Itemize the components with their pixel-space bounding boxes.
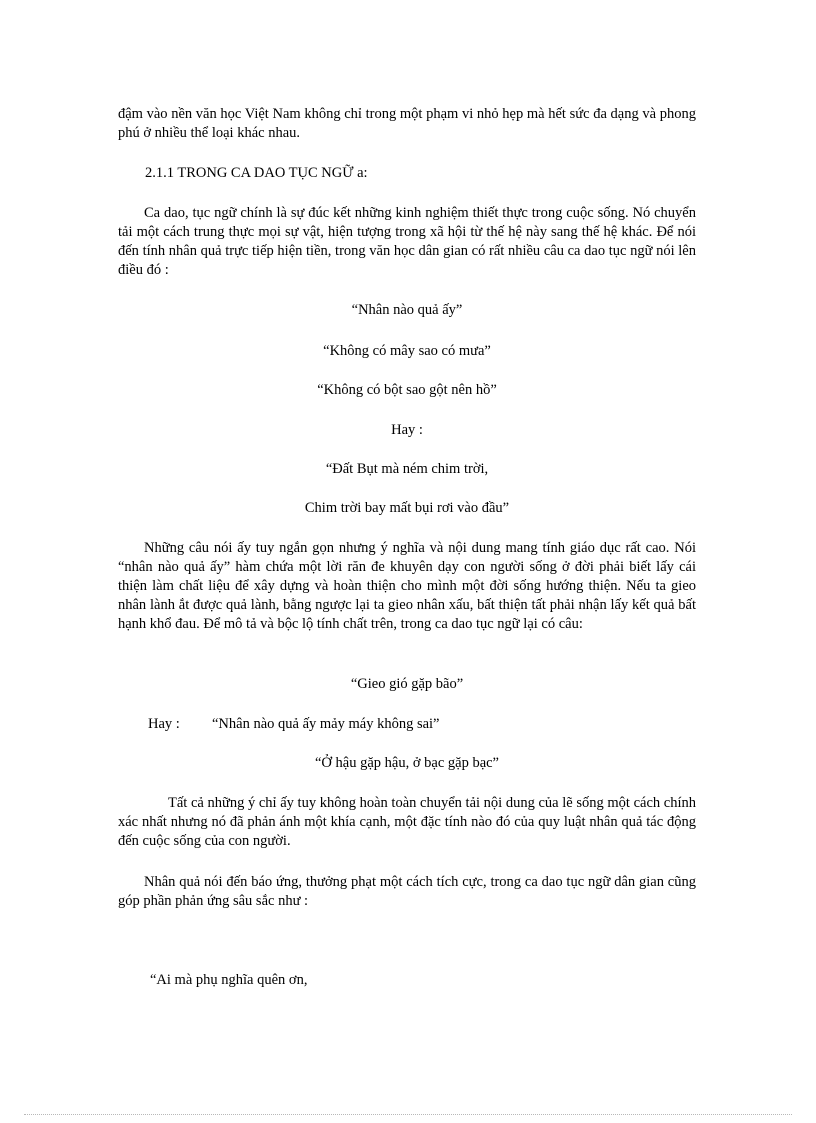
verse-line: “Ở hậu gặp hậu, ở bạc gặp bạc” (315, 755, 499, 771)
paragraph-summary: Tất cả những ý chỉ ấy tuy không hoàn toàn chuyển tải nội dung của lẽ sống một cách chính xác nhất nhưng nó đã phản ánh một khía cạnh, một đặc tính nào đó của quy luật nhân quả tác động đến cuộc sống của con người. (118, 795, 696, 849)
hay-label: Hay : (148, 716, 180, 732)
section-heading: 2.1.1 TRONG CA DAO TỤC NGỮ a: (145, 165, 368, 181)
hay-label: Hay : (391, 422, 423, 438)
paragraph-explanation: Những câu nói ấy tuy ngắn gọn nhưng ý nghĩa và nội dung mang tính giáo dục rất cao. Nói “nhân nào quả ấy” hàm chứa một lời răn đe khuyên dạy con người sống ở đời phải biết lấy cái thiện làm chất liệu để xây dựng và hoàn thiện cho mình một đời sống hướng thiện. Nếu ta gieo nhân lành ắt được quả lành, bằng ngược lại ta gieo nhân xấu, bất thiện tất phải nhận lấy kết quả bất hạnh khổ đau. Để mô tả và bộc lộ tính chất trên, trong ca dao tục ngữ lại có câu: (118, 540, 696, 632)
verse-line: “Ai mà phụ nghĩa quên ơn, (150, 972, 308, 988)
verse-line: “Nhân nào quả ấy” (351, 302, 463, 318)
verse-line: “Không có bột sao gột nên hồ” (317, 382, 497, 398)
paragraph-ca-dao: Ca dao, tục ngữ chính là sự đúc kết những kinh nghiệm thiết thực trong cuộc sống. Nó chuyển tải một cách trung thực mọi sự vật, hiện tượng trong xã hội từ thế hệ này sang thế hệ khác. Để nói đến tính nhân quả trực tiếp hiện tiền, trong văn học dân gian có rất nhiều câu ca dao tục ngữ nói lên điều đó : (118, 205, 696, 278)
verse-line: “Không có mây sao có mưa” (323, 343, 491, 359)
paragraph-retribution: Nhân quả nói đến báo ứng, thưởng phạt một cách tích cực, trong ca dao tục ngữ dân gian cũng góp phần phản ứng sâu sắc như : (118, 874, 696, 909)
verse-line: Chim trời bay mất bụi rơi vào đầu” (304, 500, 510, 516)
verse-line: “Nhân nào quả ấy mảy máy không sai” (212, 716, 440, 732)
footer-divider (24, 1114, 792, 1115)
verse-line: “Đất Bụt mà ném chim trời, (325, 461, 489, 477)
paragraph-intro: đậm vào nền văn học Việt Nam không chỉ trong một phạm vi nhỏ hẹp mà hết sức đa dạng và phong phú ở nhiều thể loại khác nhau. (118, 106, 696, 141)
verse-line: “Gieo gió gặp bão” (350, 676, 464, 692)
